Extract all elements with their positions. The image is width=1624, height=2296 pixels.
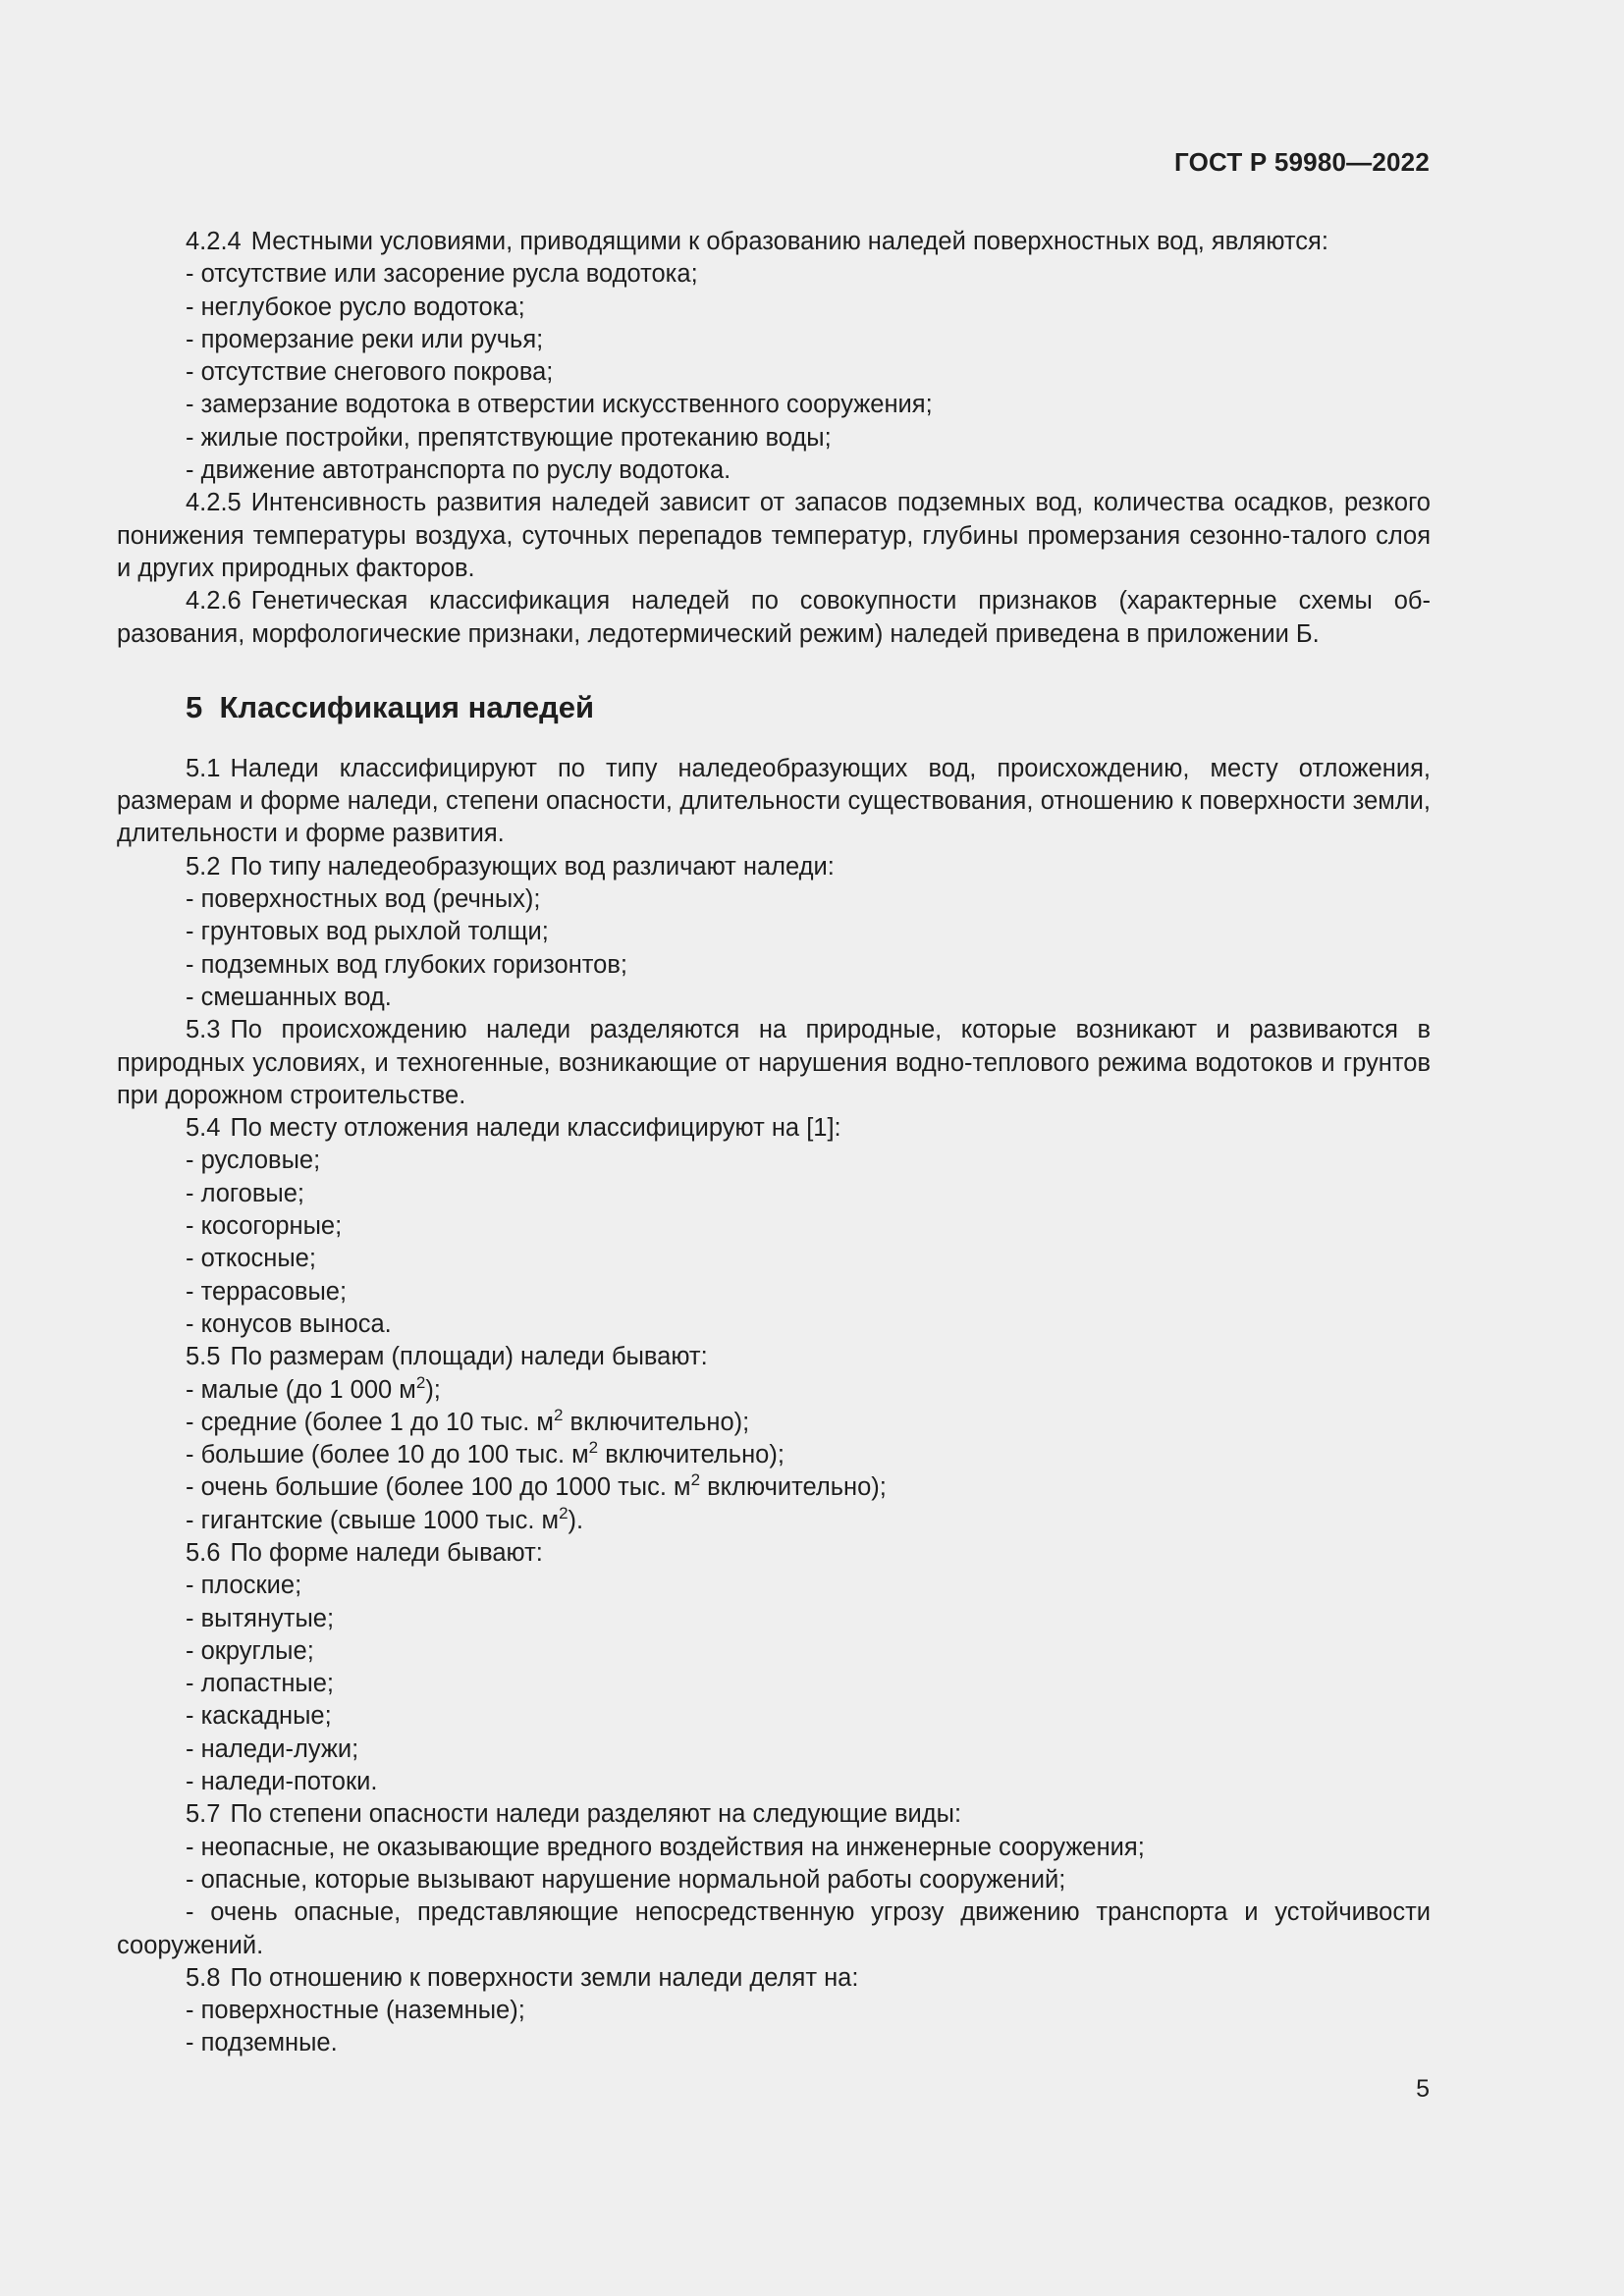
list-item: - отсутствие или засорение русла водотока; (186, 260, 698, 289)
item-text-end: включительно); (700, 1473, 887, 1502)
clause-4-2-6 (117, 585, 1431, 651)
superscript: 2 (588, 1438, 599, 1458)
list-item: - наледи-потоки. (186, 1768, 378, 1796)
list-item: - русловые; (186, 1147, 321, 1175)
clause-text: По размерам (площади) наледи бывают: (230, 1343, 708, 1371)
list-item: - грунтовых вод рыхлой толщи; (186, 918, 549, 946)
superscript: 2 (559, 1503, 568, 1522)
list-item: - округлые; (186, 1636, 314, 1665)
clause-5-6 (117, 1537, 1431, 1570)
clause-number: 5.3 (186, 1016, 221, 1044)
list-item (117, 1407, 1431, 1439)
clause-number: 4.2.5 (186, 489, 242, 517)
item-text: - очень большие (более 100 до 1000 тыс. м (186, 1473, 691, 1502)
clause-text: По происхождению наледи разделяются на природные, которые возникают и развиваются в природных условиях, и техногенные, возникающие от нарушения водно-теплового режима водотоков и грунтов при дорожном строительстве. (117, 1016, 1431, 1109)
item-text-end: ). (568, 1506, 584, 1534)
list-item: - движение автотранспорта по руслу водотока. (186, 456, 731, 485)
clause-5-7 (117, 1798, 1431, 1831)
section-title: Классификация наледей (219, 689, 595, 724)
list-item: - поверхностные (наземные); (186, 1997, 525, 2025)
list-item: - промерзание реки или ручья; (186, 325, 544, 353)
item-text: - большие (более 10 до 100 тыс. м (186, 1441, 589, 1469)
section-heading (117, 688, 1431, 727)
page-number: 5 (1416, 2075, 1430, 2103)
clause-5-2 (117, 851, 1431, 883)
clause-4-2-5 (117, 487, 1431, 585)
list-item (117, 1505, 1431, 1537)
clause-number: 4.2.4 (186, 228, 242, 255)
page-content (117, 226, 1431, 2060)
item-text: - малые (до 1 000 м (186, 1375, 416, 1404)
section-number: 5 (186, 689, 203, 724)
list-item: - замерзание водотока в отверстии искусственного сооружения; (186, 391, 933, 419)
list-item: - откосные; (186, 1245, 316, 1273)
clause-number: 5.7 (186, 1800, 221, 1829)
list-item: - подземных вод глубоких горизонтов; (186, 950, 627, 979)
list-item (117, 1439, 1431, 1471)
list-item: - лопастные; (186, 1670, 335, 1698)
clause-text: Интенсивность развития наледей зависит от запасов подземных вод, количества осадков, резкого понижения температуры воздуха, суточных перепадов температур, глубины промерзания сезонно-талого слоя и других природных факторов. (117, 489, 1431, 582)
list-item: - каскадные; (186, 1702, 332, 1731)
document-code-header: ГОСТ Р 59980—2022 (1174, 147, 1430, 177)
list-item: - жилые постройки, препятствующие протеканию воды; (186, 423, 832, 452)
clause-4-2-4 (117, 226, 1431, 258)
clause-text: По месту отложения наледи классифицируют на [1]: (230, 1114, 841, 1143)
clause-5-3 (117, 1014, 1431, 1112)
clause-number: 5.6 (186, 1538, 221, 1567)
clause-5-5 (117, 1341, 1431, 1373)
list-item (117, 1374, 1431, 1407)
superscript: 2 (415, 1372, 426, 1392)
list-item: - косогорные; (186, 1212, 343, 1241)
superscript: 2 (553, 1405, 564, 1424)
list-item: - опасные, которые вызывают нарушение нормальной работы сооружений; (186, 1865, 1066, 1894)
item-text-end: ); (425, 1375, 441, 1404)
clause-5-1 (117, 753, 1431, 851)
list-item: - отсутствие снегового покрова; (186, 358, 554, 387)
clause-text: По форме наледи бывают: (230, 1538, 543, 1567)
list-item: - очень опасные, представляющие непосредственную угрозу движению транспорта и устойчивости сооружений. (117, 1898, 1431, 1959)
clause-number: 5.4 (186, 1114, 221, 1143)
item-text-end: включительно); (563, 1408, 750, 1436)
list-item: - плоские; (186, 1572, 302, 1600)
list-item (117, 1471, 1431, 1504)
list-item: - подземные. (186, 2029, 338, 2057)
item-text: - гигантские (свыше 1000 тыс. м (186, 1506, 560, 1534)
clause-number: 5.8 (186, 1963, 221, 1992)
list-item: - конусов выноса. (186, 1309, 392, 1338)
clause-text: Генетическая классификация наледей по совокупности признаков (характерные схемы образования, морфологические признаки, ледотермический режим) наледей приведена в приложении Б. (117, 587, 1431, 648)
list-item: - логовые; (186, 1179, 304, 1207)
item-text: - средние (более 1 до 10 тыс. м (186, 1408, 554, 1436)
clause-number: 5.5 (186, 1343, 221, 1371)
clause-5-4 (117, 1112, 1431, 1145)
clause-number: 5.2 (186, 852, 221, 881)
clause-5-8 (117, 1962, 1431, 1995)
list-item: - неопасные, не оказывающие вредного воздействия на инженерные сооружения; (186, 1833, 1145, 1861)
list-item: - смешанных вод. (186, 983, 392, 1011)
list-item: - поверхностных вод (речных); (186, 885, 541, 914)
list-item: - наледи-лужи; (186, 1735, 359, 1763)
item-text-end: включительно); (598, 1441, 785, 1469)
superscript: 2 (690, 1470, 701, 1490)
clause-text: По типу наледеобразующих вод различают наледи: (230, 852, 835, 881)
clause-text: Местными условиями, приводящими к образованию наледей поверхностных вод, являются: (250, 228, 1328, 255)
list-item: - неглубокое русло водотока; (186, 293, 525, 321)
list-item: - вытянутые; (186, 1604, 335, 1632)
clause-text: По отношению к поверхности земли наледи делят на: (230, 1963, 859, 1992)
list-item: - террасовые; (186, 1277, 348, 1306)
clause-text: По степени опасности наледи разделяют на следующие виды: (230, 1800, 962, 1829)
clause-number: 5.1 (186, 754, 221, 782)
clause-number: 4.2.6 (186, 587, 242, 615)
clause-text: Наледи классифицируют по типу наледеобразующих вод, происхождению, месту отложения, размерам и форме наледи, степени опасности, длительности существования, отношению к поверхности земли, длительности и форме развития. (117, 754, 1431, 848)
